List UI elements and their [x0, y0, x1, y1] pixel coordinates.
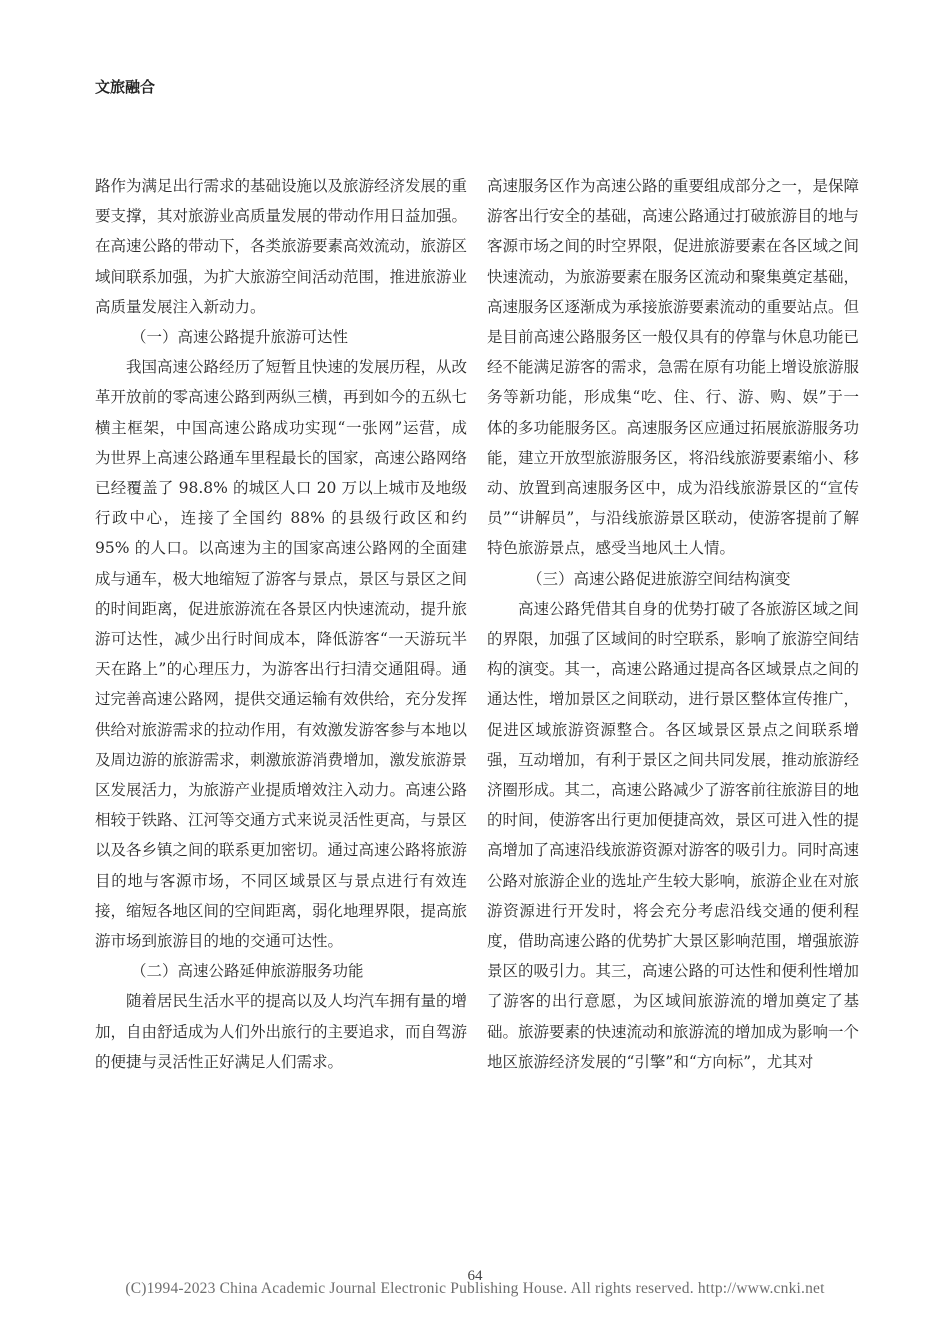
section-label: 文旅融合 — [95, 78, 156, 96]
paragraph: 我国高速公路经历了短暂且快速的发展历程，从改革开放前的零高速公路到两纵三横，再到如今的五纵七横主框架，中国高速公路成功实现“一张网”运营，成为世界上高速公路通车里程最长的国家，高速公路网络已经覆盖了 98.8% 的城区人口 20 万以上城市及地级行政中心，连接了全国约 88% 的县级行政区和约 95% 的人口。以高速为主的国家高速公路网的全面建成与通车，极大地缩短了游客与景点，景区与景区之间的时间距离，促进旅游流在各景区内快速流动，提升旅游可达性，减少出行时间成本，降低游客“一天游玩半天在路上”的心理压力，为游客出行扫清交通阻碍。通过完善高速公路网，提供交通运输有效供给，充分发挥供给对旅游需求的拉动作用，有效激发游客参与本地以及周边游的旅游需求，刺激旅游消费增加，激发旅游景区发展活力，为旅游产业提质增效注入动力。高速公路相较于铁路、江河等交通方式来说灵活性更高，与景区以及各乡镇之间的联系更加密切。通过高速公路将旅游目的地与客源市场，不同区域景区与景点进行有效连接，缩短各地区间的空间距离，弱化地理界限，提高旅游市场到旅游目的地的交通可达性。 — [95, 358, 468, 951]
paragraph: 高速公路凭借其自身的优势打破了各旅游区域之间的界限，加强了区域间的时空联系，影响了旅游空间结构的演变。其一，高速公路通过提高各区域景点之间的通达性，增加景区之间联动，进行景区整体宣传推广，促进区域旅游资源整合。各区域景区景点之间联系增强，互动增加，有利于景区之间共同发展，推动旅游经济圈形成。其二，高速公路减少了游客前往旅游目的地的时间，使游客出行更加便捷高效，景区可进入性的提高增加了高速沿线旅游资源对游客的吸引力。同时高速公路对旅游企业的选址产生较大影响，旅游企业在对旅游资源进行开发时，将会充分考虑沿线交通的便利程度，借助高速公路的优势扩大景区影响范围，增强旅游景区的吸引力。其三，高速公路的可达性和便利性增加了游客的出行意愿，为区域间旅游流的增加奠定了基础。旅游要素的快速流动和旅游流的增加成为影响一个地区旅游经济发展的“引擎”和“方向标”，尤其对 — [487, 599, 860, 1071]
paragraph: 高速服务区作为高速公路的重要组成部分之一，是保障游客出行安全的基础，高速公路通过打破旅游目的地与客源市场之间的时空界限，促进旅游要素在各区域之间快速流动，为旅游要素在服务区流动和聚集奠定基础，高速服务区逐渐成为承接旅游要素流动的重要站点。但是目前高速公路服务区一般仅具有的停靠与休息功能已经不能满足游客的需求，急需在原有功能上增设旅游服务等新功能，形成集“吃、住、行、游、购、娱”于一体的多功能服务区。高速服务区应通过拓展旅游服务功能，建立开放型旅游服务区，将沿线旅游要素缩小、移动、放置到高速服务区中，成为沿线旅游景区的“宣传员”“讲解员”，与沿线旅游景区联动，使游客提前了解特色旅游景点，感受当地风土人情。 — [487, 177, 860, 558]
right-column — [487, 171, 859, 1077]
left-column — [95, 171, 467, 1077]
section-heading: （三）高速公路促进旅游空间结构演变 — [527, 569, 791, 588]
paragraph: 路作为满足出行需求的基础设施以及旅游经济发展的重要支撑，其对旅游业高质量发展的带动作用日益加强。在高速公路的带动下，各类旅游要素高效流动，旅游区域间联系加强，为扩大旅游空间活动范围，推进旅游业高质量发展注入新动力。 — [95, 177, 468, 316]
paragraph: 随着居民生活水平的提高以及人均汽车拥有量的增加，自由舒适成为人们外出旅行的主要追求，而自驾游的便捷与灵活性正好满足人们需求。 — [95, 992, 468, 1071]
section-heading: （二）高速公路延伸旅游服务功能 — [131, 962, 364, 981]
page-number: 64 — [467, 1268, 483, 1284]
section-heading: （一）高速公路提升旅游可达性 — [131, 328, 349, 347]
copyright-footer: (C)1994-2023 China Academic Journal Electronic Publishing House. All rights reserved. http://www.cnki.net — [125, 1280, 825, 1297]
